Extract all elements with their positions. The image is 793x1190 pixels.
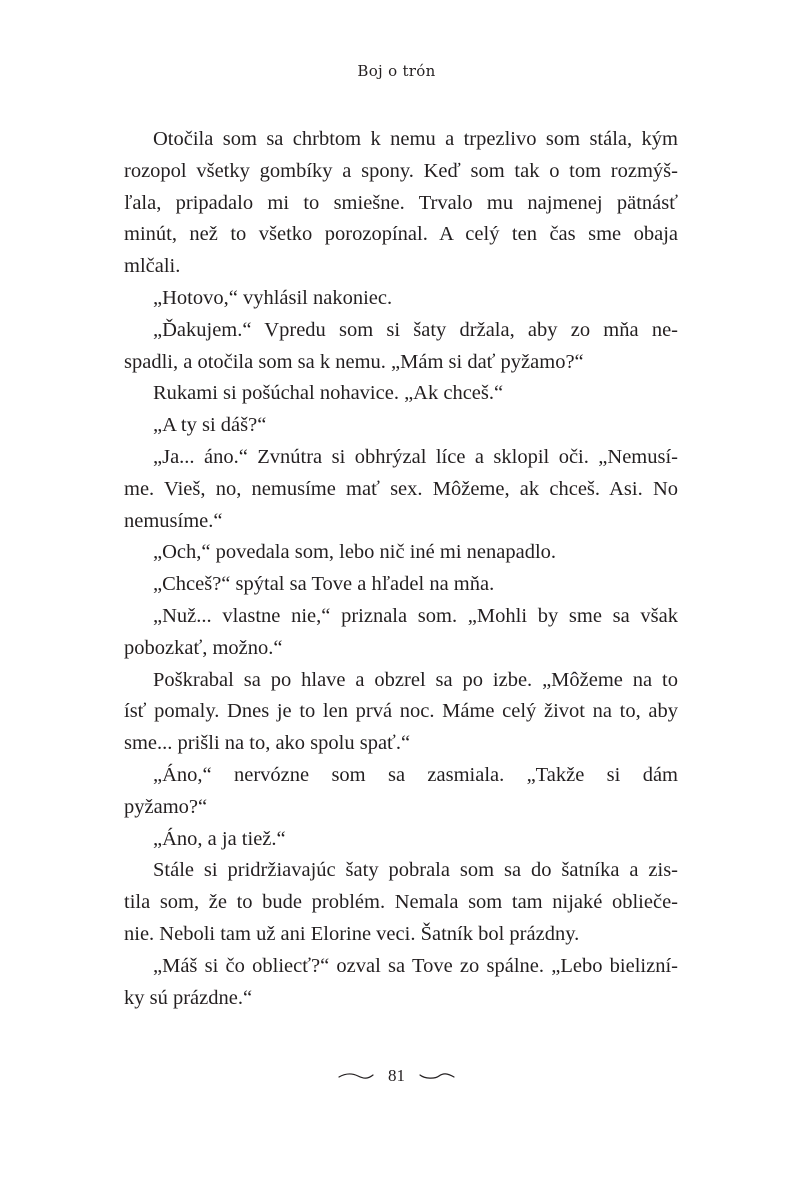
text-line: „Máš si čo obliecť?“ ozval sa Tove zo spálne. „Lebo bielizní-	[153, 954, 678, 977]
text-line: mlčali.	[124, 255, 181, 278]
text-line: ky sú prázdne.“	[124, 986, 253, 1009]
left-swash-ornament-icon	[338, 1071, 374, 1081]
page-footer	[0, 1066, 793, 1086]
text-line: „Och,“ povedala som, lebo nič iné mi nenapadlo.	[153, 541, 557, 564]
text-line: ísť pomaly. Dnes je to len prvá noc. Máme celý život na to, aby	[124, 700, 678, 723]
running-head: Boj o trón	[357, 62, 436, 80]
text-line: „A ty si dáš?“	[153, 414, 267, 437]
text-line: Otočila som sa chrbtom k nemu a trpezlivo som stála, kým	[153, 128, 678, 150]
text-line: Rukami si pošúchal nohavice. „Ak chceš.“	[153, 382, 504, 405]
text-line: spadli, a otočila som sa k nemu. „Mám si dať pyžamo?“	[124, 350, 584, 373]
text-line: me. Vieš, no, nemusíme mať sex. Môžeme, ak chceš. Asi. No	[124, 477, 678, 500]
text-line: „Nuž... vlastne nie,“ priznala som. „Mohli by sme sa však	[153, 604, 678, 627]
right-swash-ornament-icon	[419, 1071, 455, 1081]
text-line: ľala, pripadalo mi to smiešne. Trvalo mu najmenej pätnásť	[124, 191, 678, 214]
text-line: Poškrabal sa po hlave a obzrel sa po izbe. „Môžeme na to	[153, 668, 678, 691]
body-text	[124, 124, 678, 1014]
text-line: „Hotovo,“ vyhlásil nakoniec.	[153, 286, 393, 309]
text-line: nemusíme.“	[124, 509, 223, 532]
text-line: „Chceš?“ spýtal sa Tove a hľadel na mňa.	[153, 573, 495, 596]
text-line: sme... prišli na to, ako spolu spať.“	[124, 732, 411, 755]
text-line: nie. Neboli tam už ani Elorine veci. Šatník bol prázdny.	[124, 922, 580, 945]
page-number: 81	[388, 1066, 405, 1085]
text-line: „Áno, a ja tiež.“	[153, 827, 286, 850]
text-line: pobozkať, možno.“	[124, 636, 283, 659]
text-line: Stále si pridržiavajúc šaty pobrala som sa do šatníka a zis-	[153, 859, 678, 882]
text-line: „Ďakujem.“ Vpredu som si šaty držala, aby zo mňa ne-	[153, 318, 678, 341]
text-line: tila som, že to bude problém. Nemala som tam nijaké oblieče-	[124, 891, 678, 914]
text-line: rozopol všetky gombíky a spony. Keď som tak o tom rozmýš-	[124, 159, 678, 182]
text-line: „Ja... áno.“ Zvnútra si obhrýzal líce a sklopil oči. „Nemusí-	[153, 445, 678, 468]
text-line: pyžamo?“	[124, 795, 208, 818]
text-line: minút, než to všetko porozopínal. A celý ten čas sme obaja	[124, 223, 678, 246]
text-line: „Áno,“ nervózne som sa zasmiala. „Takže si dám	[153, 763, 678, 786]
